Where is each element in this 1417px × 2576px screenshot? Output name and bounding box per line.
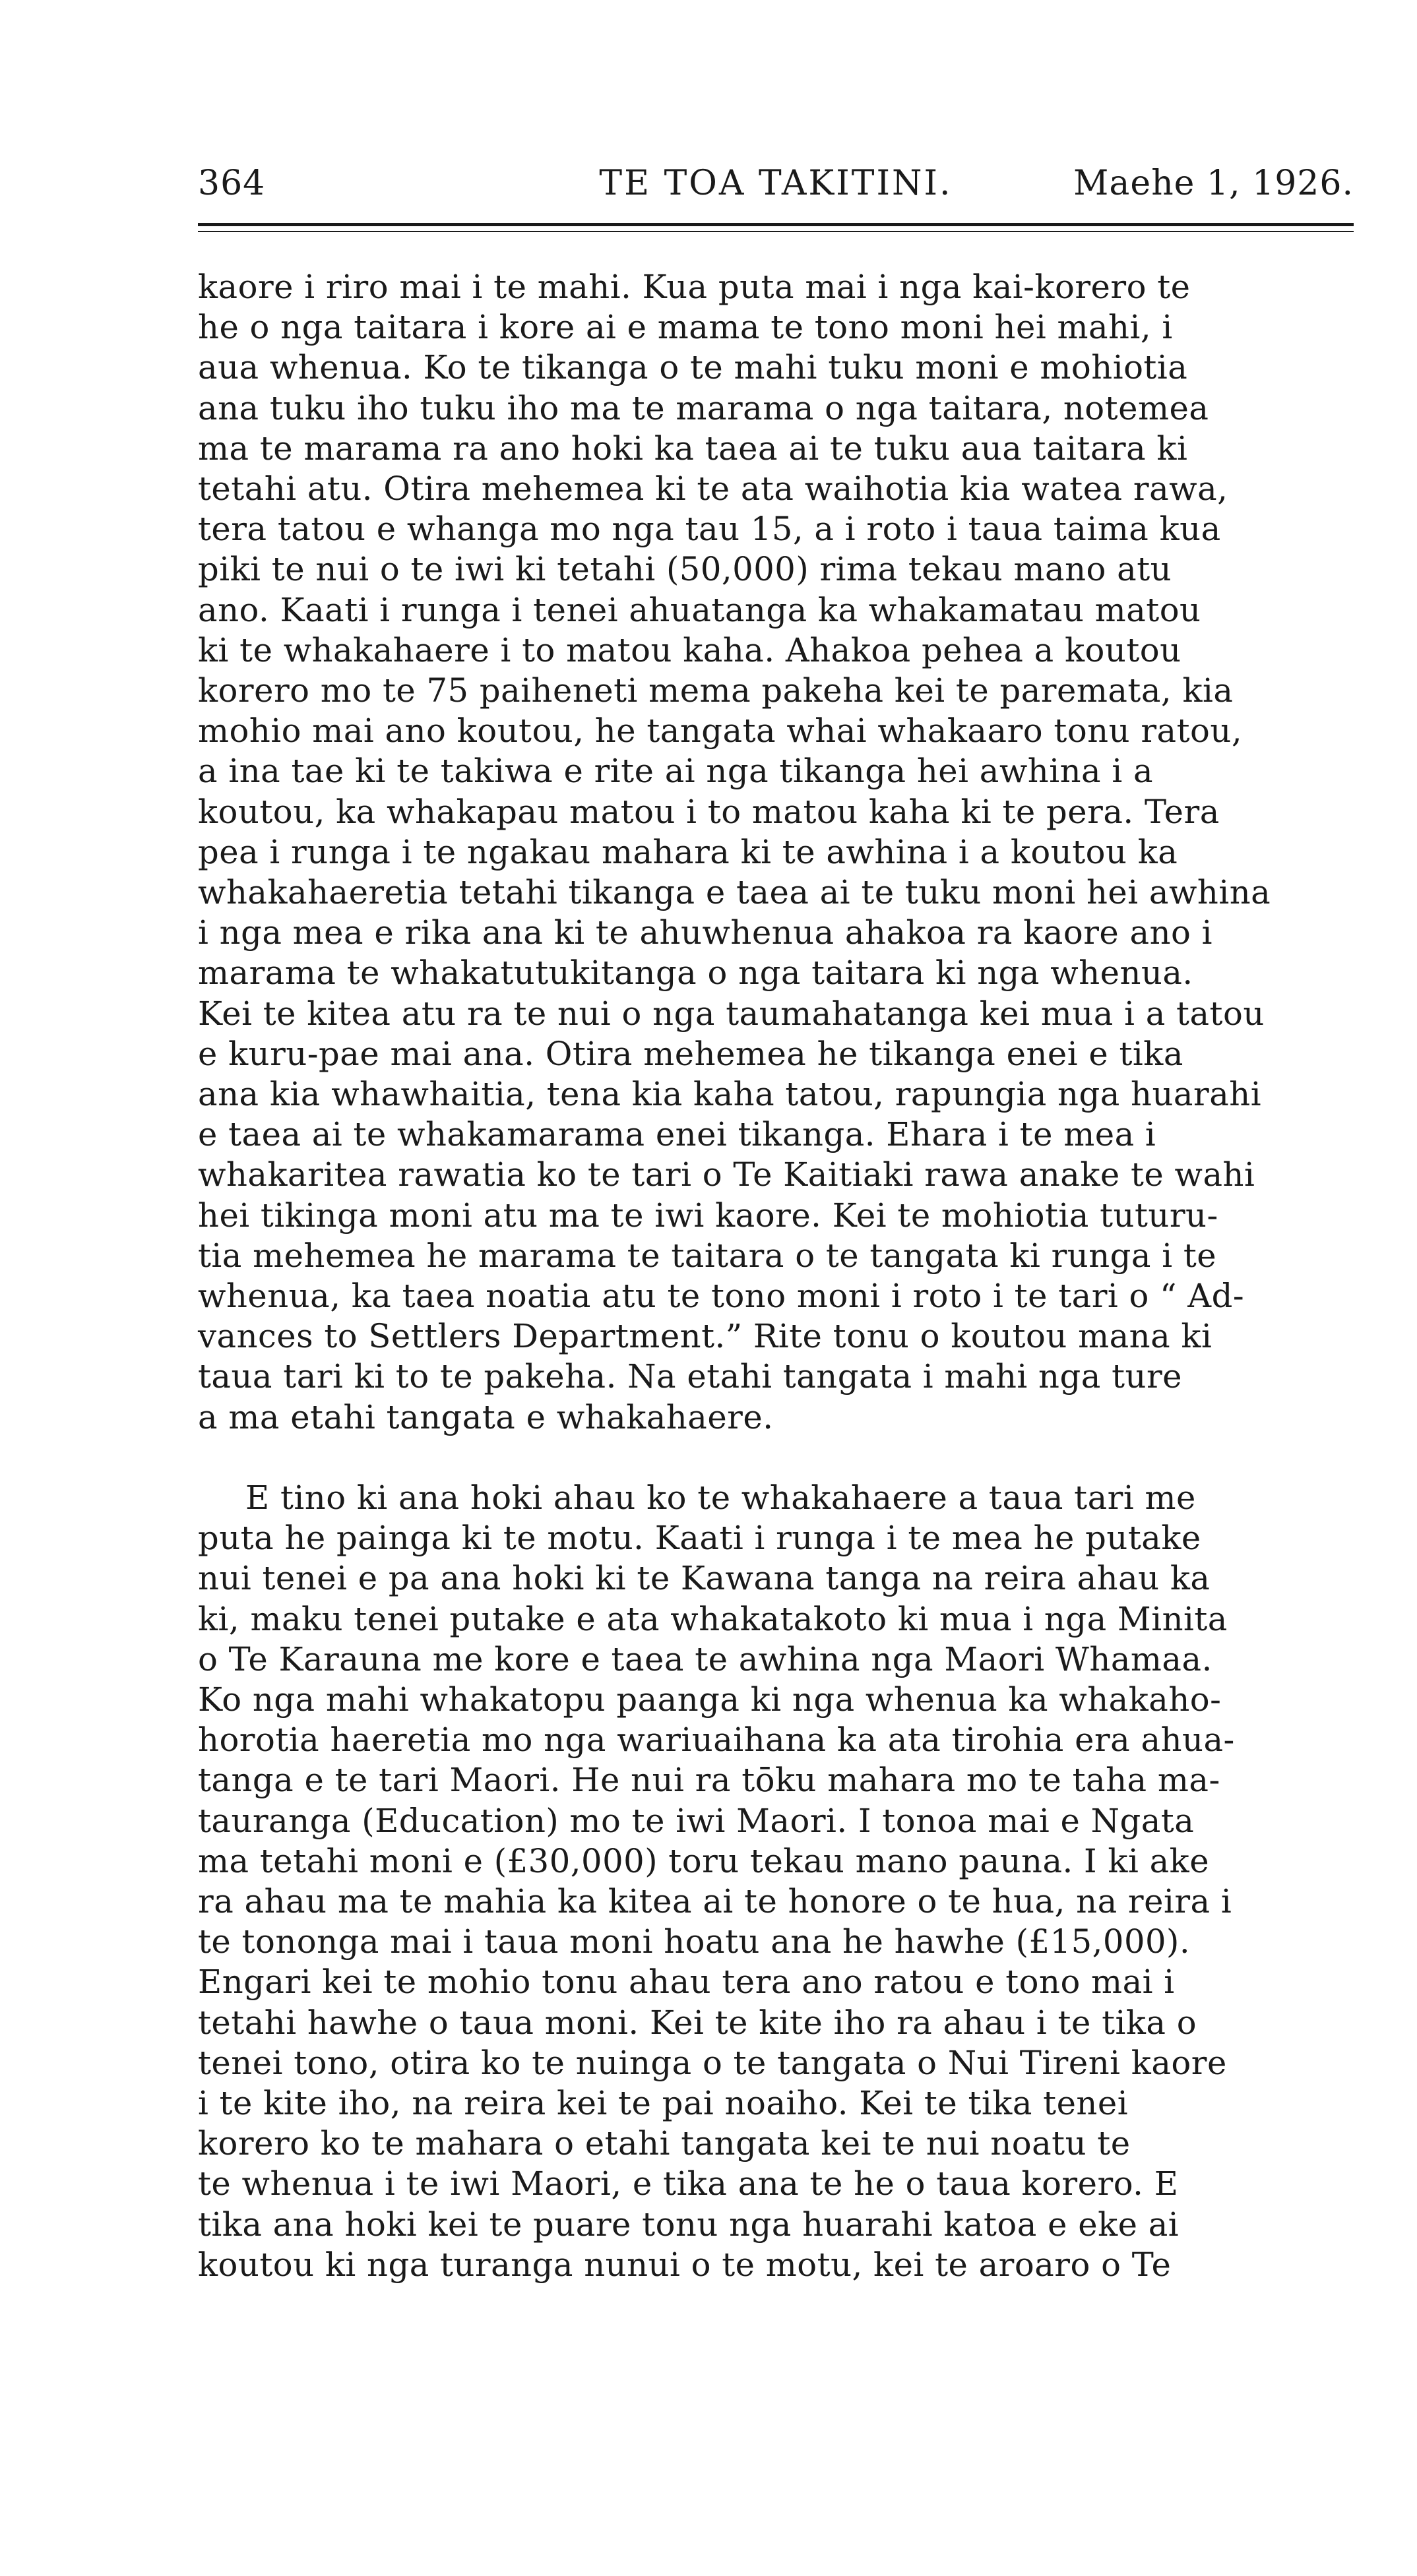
text-line: kaore i riro mai i te mahi. Kua puta mai i nga kai-korero te [198,268,1191,306]
text-line: o Te Karauna me kore e taea te awhina nga Maori Whamaa. [198,1640,1212,1678]
page-number: 364 [198,164,266,203]
text-line: he o nga taitara i kore ai e mama te tono moni hei mahi, i [198,308,1173,347]
text-line: e kuru-pae mai ana. Otira mehemea he tikanga enei e tika [198,1034,1183,1073]
header-rule [198,223,1354,226]
text-line: pea i runga i te ngakau mahara ki te awhina i a koutou ka [198,832,1178,871]
text-line: ma tetahi moni e (£30,000) toru tekau mano pauna. I ki ake [198,1841,1210,1880]
text-line: koutou, ka whakapau matou i to matou kaha ki te pera. Tera [198,792,1220,831]
text-line: whakaritea rawatia ko te tari o Te Kaitiaki rawa anake te wahi [198,1155,1255,1194]
text-line: tera tatou e whanga mo nga tau 15, a i roto i taua taima kua [198,510,1221,549]
text-line: tenei tono, otira ko te nuinga o te tangata o Nui Tireni kaore [198,2043,1227,2082]
text-line: koutou ki nga turanga nunui o te motu, kei te aroaro o Te [198,2245,1172,2284]
text-line: te tononga mai i taua moni hoatu ana he hawhe (£15,000). [198,1922,1191,1961]
text-line: vances to Settlers Department.” Rite tonu o koutou mana ki [198,1317,1212,1356]
text-line: whakahaeretia tetahi tikanga e taea ai te tuku moni hei awhina [198,873,1271,912]
text-line: ra ahau ma te mahia ka kitea ai te honore o te hua, na reira i [198,1882,1232,1920]
text-line: puta he painga ki te motu. Kaati i runga i te mea he putake [198,1519,1201,1558]
text-line: aua whenua. Ko te tikanga o te mahi tuku moni e mohiotia [198,348,1188,387]
text-line: i nga mea e rika ana ki te ahuwhenua ahakoa ra kaore ano i [198,913,1213,952]
text-line: a ma etahi tangata e whakahaere. [198,1397,774,1436]
text-line: ano. Kaati i runga i tenei ahuatanga ka whakamatau matou [198,590,1201,629]
text-line: tia mehemea he marama te taitara o te tangata ki runga i te [198,1236,1217,1275]
text-line: nui tenei e pa ana hoki ki te Kawana tanga na reira ahau ka [198,1559,1211,1598]
text-line: tika ana hoki kei te puare tonu nga huarahi katoa e eke ai [198,2205,1180,2244]
text-line: mohio mai ano koutou, he tangata whai whakaaro tonu ratou, [198,712,1243,751]
text-line: korero mo te 75 paiheneti mema pakeha kei te paremata, kia [198,671,1234,710]
body-text [198,267,1354,2285]
running-title: TE TOA TAKITINI. [599,164,953,203]
text-line: ana tuku iho tuku iho ma te marama o nga taitara, notemea [198,388,1209,427]
text-line: hei tikinga moni atu ma te iwi kaore. Kei te mohiotia tuturu- [198,1196,1218,1235]
text-line: e taea ai te whakamarama enei tikanga. Ehara i te mea i [198,1115,1156,1154]
text-line: Kei te kitea atu ra te nui o nga taumahatanga kei mua i a tatou [198,994,1265,1033]
text-line: ana kia whawhaitia, tena kia kaha tatou, rapungia nga huarahi [198,1075,1262,1114]
text-line: taua tari ki to te pakeha. Na etahi tangata i mahi nga ture [198,1357,1183,1396]
text-line: korero ko te mahara o etahi tangata kei te nui noatu te [198,2124,1131,2163]
text-line: te whenua i te iwi Maori, e tika ana te he o taua korero. E [198,2164,1179,2203]
text-line: horotia haeretia mo nga wariuaihana ka ata tirohia era ahua- [198,1721,1235,1760]
text-line: tanga e te tari Maori. He nui ra tōku mahara mo te taha ma- [198,1761,1220,1800]
text-line: ki, maku tenei putake e ata whakatakoto ki mua i nga Minita [198,1599,1228,1638]
text-line: piki te nui o te iwi ki tetahi (50,000) rima tekau mano atu [198,550,1172,589]
issue-date: Maehe 1, 1926. [1073,164,1354,203]
text-line: tetahi hawhe o taua moni. Kei te kite iho ra ahau i te tika o [198,2003,1197,2042]
paragraph-1 [198,267,1354,1438]
text-line: marama te whakatutukitanga o nga taitara ki nga whenua. [198,954,1193,993]
text-line: Ko nga mahi whakatopu paanga ki nga whenua ka whakaho- [198,1680,1222,1719]
text-line: a ina tae ki te takiwa e rite ai nga tikanga hei awhina i a [198,752,1154,791]
text-line: i te kite iho, na reira kei te pai noaiho. Kei te tika tenei [198,2083,1129,2122]
text-line: E tino ki ana hoki ahau ko te whakahaere a taua tari me [245,1478,1196,1517]
text-line: ma te marama ra ano hoki ka taea ai te tuku aua taitara ki [198,429,1188,468]
text-line: Engari kei te mohio tonu ahau tera ano ratou e tono mai i [198,1963,1175,2002]
text-line: whenua, ka taea noatia atu te tono moni i roto i te tari o “ Ad- [198,1277,1245,1316]
running-header [198,164,1354,216]
text-line: tauranga (Education) mo te iwi Maori. I tonoa mai e Ngata [198,1801,1195,1840]
header-rule-thin [198,231,1354,232]
paragraph-2 [198,1478,1354,2285]
text-line: ki te whakahaere i to matou kaha. Ahakoa pehea a koutou [198,630,1181,669]
text-line: tetahi atu. Otira mehemea ki te ata waihotia kia watea rawa, [198,470,1228,508]
